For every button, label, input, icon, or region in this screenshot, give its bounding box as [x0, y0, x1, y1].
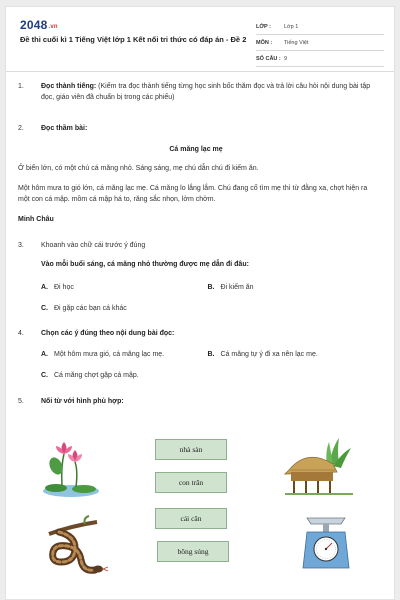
question-4 — [18, 328, 374, 339]
option-row — [18, 282, 374, 293]
question-number: 2. — [18, 125, 24, 132]
question-prompt: Chọn các ý đúng theo nội dung bài đọc: — [41, 330, 175, 337]
option-row — [18, 303, 374, 314]
option-a[interactable]: A. Một hôm mưa gió, cá măng lạc mẹ. — [41, 351, 165, 358]
question-2 — [18, 123, 374, 134]
site-logo[interactable]: 2048.vn — [20, 18, 58, 32]
meta-panel — [256, 19, 384, 67]
question-instruction: Khoanh vào chữ cái trước ý đúng — [41, 242, 146, 249]
word-card-cai-can[interactable]: cái cân — [155, 508, 227, 529]
meta-value: Tiếng Việt — [284, 39, 309, 46]
story-paragraph: Ở biển lớn, có một chú cá măng nhỏ. Sáng sáng, mẹ chú dẫn chú đi kiếm ăn. — [18, 165, 259, 172]
meta-subject — [256, 35, 384, 51]
question-text: (Kiểm tra đọc thành tiếng từng học sinh bốc thăm đọc và trả lời câu hỏi nội dung bài tập đọc, giáo viên đã chuẩn bị trong các phiếu) — [41, 83, 371, 101]
story-author: Minh Châu — [18, 216, 54, 223]
question-prompt: Nối từ với hình phù hợp: — [41, 398, 124, 405]
meta-value: Lớp 1 — [284, 23, 299, 30]
word-card-con-tran[interactable]: con trăn — [155, 472, 227, 493]
stilt-house-picture[interactable] — [283, 434, 355, 498]
meta-label: SỐ CÂU : — [256, 55, 281, 62]
story-title: Cá măng lạc mẹ — [169, 146, 223, 153]
question-5 — [18, 396, 374, 407]
meta-label: LỚP : — [256, 23, 271, 30]
question-number: 5. — [18, 398, 24, 405]
question-number: 1. — [18, 83, 24, 90]
question-3 — [18, 240, 374, 251]
meta-question-count — [256, 51, 384, 67]
header-divider — [6, 71, 394, 72]
word-card-bong-sung[interactable]: bông súng — [157, 541, 229, 562]
question-list — [18, 81, 374, 407]
option-c[interactable]: C. Đi gặp các bạn cá khác — [41, 305, 127, 312]
option-row — [18, 370, 374, 381]
option-c[interactable]: C. Cá măng chợt gặp cá mập. — [41, 372, 139, 379]
meta-value: 9 — [284, 55, 288, 62]
document-title: Đề thi cuối kì 1 Tiếng Việt lớp 1 Kết nối tri thức có đáp án - Đề 2 — [20, 35, 247, 44]
question-title: Đọc thành tiếng: — [41, 83, 97, 90]
option-row — [18, 349, 374, 360]
meta-grade — [256, 19, 384, 35]
water-lily-picture[interactable] — [40, 436, 102, 498]
story-paragraph: Một hôm mưa to gió lớn, cá măng lạc mẹ. Cá măng lo lắng lắm. Chú đang cố tìm mẹ thì từ đằng xa, chợt hiện ra một con cá mập. mồm cá mập há to, răng sắc nhọn, lởm chởm. — [18, 185, 368, 203]
word-card-nha-san[interactable]: nhà sàn — [155, 439, 227, 460]
question-prompt: Vào mỗi buổi sáng, cá măng nhỏ thường được mẹ dẫn đi đâu: — [41, 261, 249, 268]
option-a[interactable]: A. Đi học — [41, 284, 74, 291]
question-number: 3. — [18, 242, 24, 249]
meta-label: MÔN : — [256, 39, 273, 46]
reading-passage — [18, 144, 374, 225]
question-1 — [18, 81, 374, 103]
question-title: Đọc thầm bài: — [41, 125, 88, 132]
option-b[interactable]: B. Cá măng tự ý đi xa nên lạc mẹ. — [207, 351, 318, 358]
scale-picture[interactable] — [299, 512, 353, 572]
question-number: 4. — [18, 330, 24, 337]
option-b[interactable]: B. Đi kiếm ăn — [207, 284, 254, 291]
python-picture[interactable] — [45, 512, 111, 578]
matching-area — [5, 428, 395, 588]
